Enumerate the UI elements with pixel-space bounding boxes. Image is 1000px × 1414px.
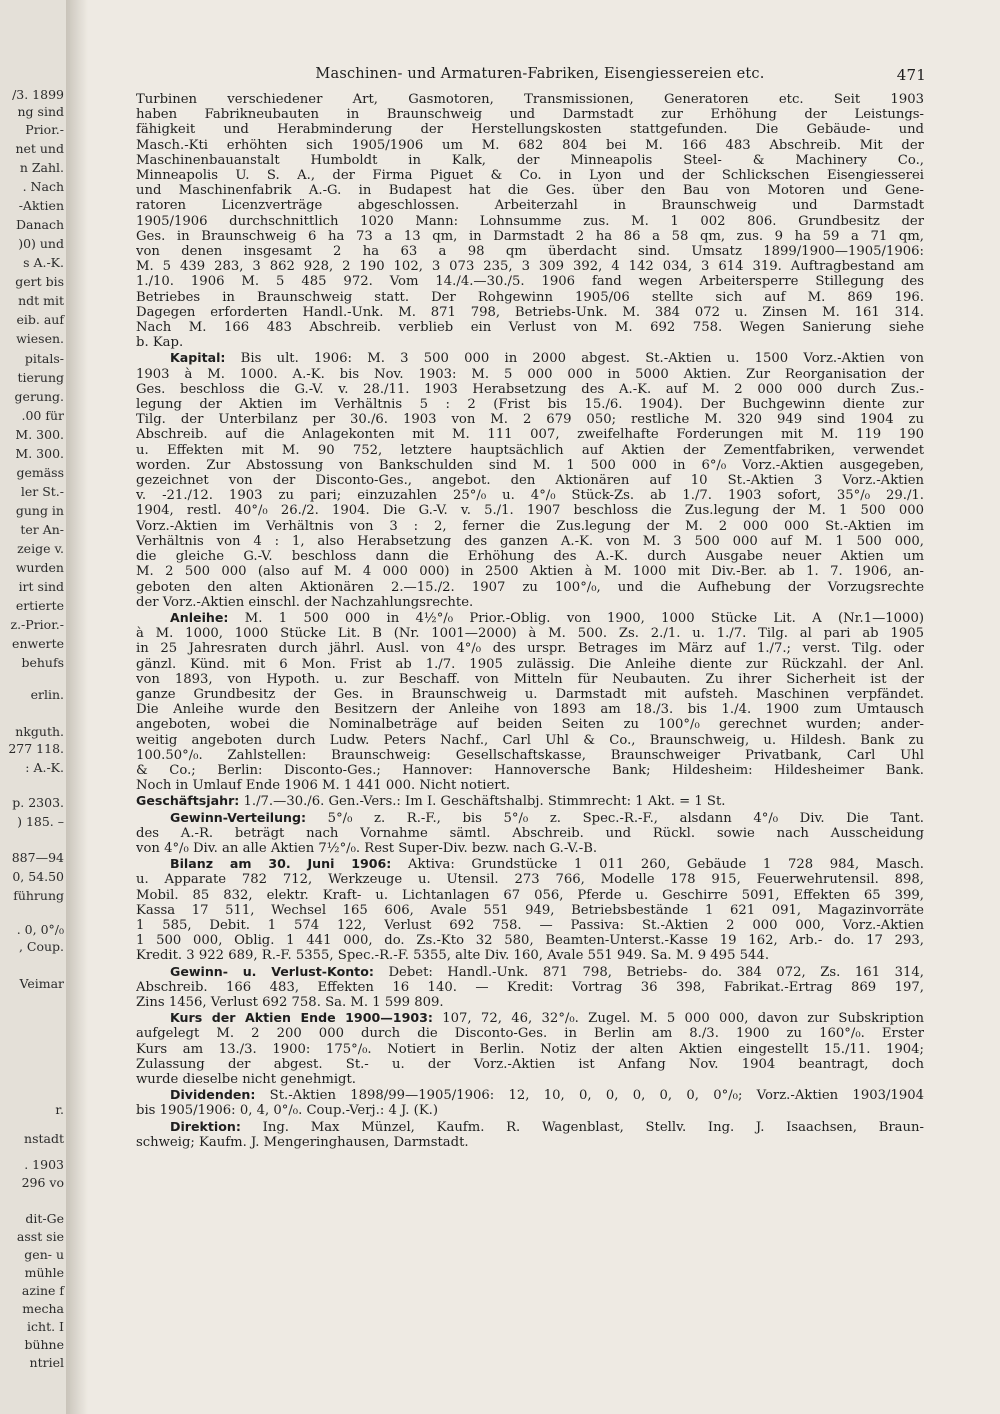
paragraph [136, 964, 924, 1011]
line-text: geboten den alten Aktionären 2.—15./2. 1907 zu 100°/₀, und die Aufhebung der Vorzugsrechte [136, 579, 924, 595]
company-entry-body [136, 92, 924, 1150]
line-text: Ges. beschloss die G.-V. v. 28./11. 1903 Herabsetzung des A.-K. auf M. 2 000 000 durch Zus.- [136, 381, 924, 397]
line-text: Masch.-Kti erhöhten sich 1905/1906 um M. 682 804 bei M. 166 483 Abschreib. Mit der [136, 137, 924, 153]
paragraph [136, 350, 924, 609]
text-line [136, 964, 924, 980]
gutter-text-fragment: .00 für [21, 408, 64, 423]
text-line [136, 778, 924, 793]
text-line [136, 382, 924, 397]
text-line [136, 1026, 924, 1041]
text-line [136, 687, 924, 702]
line-text: Zins 1456, Verlust 692 758. Sa. M. 1 599 809. [136, 994, 444, 1010]
text-line [136, 1072, 924, 1087]
gutter-text-fragment: tierung [17, 370, 64, 385]
section-heading: Kapital: [170, 350, 226, 366]
text-line [136, 305, 924, 320]
header-title: Maschinen- und Armaturen-Fabriken, Eisengiessereien etc. [315, 66, 765, 82]
page-number: 471 [896, 66, 926, 84]
section-heading: Kurs der Aktien Ende 1900—1903: [170, 1010, 433, 1026]
text-line [136, 335, 924, 350]
line-text: Ges. in Braunschweig 6 ha 73 a 13 qm, in Darmstadt 2 ha 86 a 58 qm, zus. 9 ha 59 a 71 qm, [136, 228, 924, 244]
text-line [136, 122, 924, 137]
section-heading: Bilanz am 30. Juni 1906: [170, 856, 392, 872]
text-line [136, 995, 924, 1010]
text-line [136, 948, 924, 963]
paragraph [136, 793, 924, 809]
gutter-text-fragment: s A.-K. [23, 255, 64, 270]
text-line [136, 1087, 924, 1103]
gutter-text-fragment: azine f [21, 1283, 64, 1298]
line-text: gezeichnet von der Disconto-Ges., angebot. den Aktionären auf 10 St.-Aktien 3 Vorz.-Aktien [136, 473, 924, 489]
line-text: und Maschinenfabrik A.-G. in Budapest hat die Ges. über den Bau von Motoren und Gene- [136, 183, 924, 199]
gutter-text-fragment: gert bis [15, 274, 64, 289]
gutter-text-fragment: gerung. [14, 389, 64, 404]
line-text: 1 585, Debit. 1 574 122, Verlust 692 758. — Passiva: St.-Aktien 2 000 000, Vorz.-Aktien [136, 917, 924, 933]
text-line [136, 1042, 924, 1057]
line-text: u. Effekten mit M. 90 752, letztere hauptsächlich auf Aktien der Zementfabriken, verwendet [136, 442, 924, 458]
gutter-text-fragment: enwerte [12, 636, 64, 651]
text-line [136, 763, 924, 778]
line-text: Kredit. 3 922 689, R.-F. 5355, Spec.-R.-F. 5355, alte Div. 160, Avale 551 949. Sa. M. 9 495 544. [136, 948, 770, 964]
line-text: Nach M. 166 483 Abschreib. verblieb ein Verlust von M. 692 758. Wegen Sanierung siehe [136, 320, 924, 336]
text-line [136, 503, 924, 518]
gutter-text-fragment: Veimar [19, 976, 64, 991]
gutter-text-fragment: gen- u [24, 1247, 64, 1262]
text-line [136, 793, 924, 809]
section-heading: Geschäftsjahr: [136, 793, 240, 809]
paragraph [136, 810, 924, 857]
gutter-text-fragment: dit-Ge [25, 1211, 64, 1226]
line-text: von 4°/₀ Div. an alle Aktien 7½°/₀. Rest Super-Div. bezw. nach G.-V.-B. [136, 840, 598, 856]
line-text: bis 1905/1906: 0, 4, 0°/₀. Coup.-Verj.: 4 J. (K.) [136, 1103, 439, 1119]
line-text: 1905/1906 durchschnittlich 1020 Mann: Lohnsumme zus. M. 1 002 806. Grundbesitz der [136, 213, 924, 229]
text-line [136, 918, 924, 933]
gutter-text-fragment: . 0, 0°/₀ [16, 922, 64, 937]
text-line [136, 748, 924, 763]
line-text: 107, 72, 46, 32°/₀. Zugel. M. 5 000 000, davon zur Subskription [432, 1011, 924, 1027]
text-line [136, 259, 924, 274]
paragraph [136, 856, 924, 963]
line-text: der Vorz.-Aktien einschl. der Nachzahlungsrechte. [136, 594, 474, 610]
gutter-text-fragment: nstadt [24, 1131, 64, 1146]
text-line [136, 702, 924, 717]
gutter-text-fragment: : A.-K. [25, 760, 64, 775]
line-text: v. -21./12. 1903 zu pari; einzuzahlen 25°/₀ u. 4°/₀ Stück-Zs. ab 1./7. 1903 sofort, 35°/₀ 29./1. [136, 488, 924, 504]
book-gutter-shadow [66, 0, 88, 1414]
text-line [136, 107, 924, 122]
section-heading: Anleihe: [170, 609, 229, 625]
gutter-text-fragment: pitals- [24, 351, 64, 366]
gutter-text-fragment: icht. I [27, 1319, 64, 1334]
gutter-text-fragment: zeige v. [17, 541, 64, 556]
paragraph [136, 92, 924, 350]
text-line [136, 1057, 924, 1072]
line-text: M. 5 439 283, 3 862 928, 2 190 102, 3 073 235, 3 309 392, 4 142 034, 3 614 319. Auftragbestand am [136, 259, 924, 275]
line-text: von 1893, von Hypoth. u. zur Beschaff. von Mitteln für Neubauten. Zu ihrer Sicherheit ist der [136, 671, 924, 687]
gutter-text-fragment: ertierte [15, 598, 64, 613]
text-line [136, 672, 924, 687]
line-text: angeboten, wobei die Nominalbeträge auf beiden Seiten zu 100°/₀ gerechnet wurden; ander- [136, 717, 924, 733]
line-text: Tilg. der Unterbilanz per 30./6. 1903 von M. 2 679 050; restliche M. 320 949 sind 1904 zu [136, 412, 924, 428]
gutter-text-fragment: /3. 1899 [12, 87, 64, 102]
text-line [136, 888, 924, 903]
paragraph [136, 1119, 924, 1150]
line-text: M. 2 500 000 (also auf M. 4 000 000) in 2500 Aktien à M. 1000 mit Div.-Ber. ab 1. 7. 1906, an- [136, 564, 924, 580]
text-line [136, 367, 924, 382]
text-line [136, 980, 924, 995]
text-line [136, 841, 924, 856]
text-line [136, 717, 924, 732]
text-line [136, 1135, 924, 1150]
gutter-text-fragment: ler St.- [20, 484, 64, 499]
gutter-text-fragment: erlin. [30, 687, 64, 702]
text-line [136, 810, 924, 826]
gutter-text-fragment: r. [55, 1102, 64, 1117]
line-text: Betriebes in Braunschweig statt. Der Rohgewinn 1905/06 stellte sich auf M. 869 196. [136, 289, 924, 305]
line-text: schweig; Kaufm. J. Mengeringhausen, Darmstadt. [136, 1134, 469, 1150]
text-line [136, 214, 924, 229]
text-line [136, 473, 924, 488]
text-line [136, 933, 924, 948]
line-text: & Co.; Berlin: Disconto-Ges.; Hannover: Hannoversche Bank; Hildesheim: Hildesheimer Bank. [136, 762, 924, 778]
line-text: Minneapolis U. S. A., der Firma Piguet & Co. in Lyon und der Schlickschen Eisengiesserei [136, 168, 924, 184]
gutter-text-fragment: . 1903 [24, 1157, 64, 1172]
gutter-text-fragment: 0, 54.50 [12, 869, 64, 884]
line-text: Abschreib. 166 483, Effekten 16 140. — Kredit: Vortrag 36 398, Fabrikat.-Ertrag 869 197, [136, 979, 924, 995]
gutter-text-fragment: , Coup. [18, 939, 64, 954]
gutter-text-fragment: p. 2303. [12, 795, 64, 810]
text-line [136, 198, 924, 213]
gutter-text-fragment: gung in [15, 503, 64, 518]
section-heading: Gewinn-Verteilung: [170, 809, 307, 825]
text-line [136, 168, 924, 183]
line-text: in 25 Jahresraten durch jährl. Ausl. von 4°/₀ des urspr. Betrages im März auf 1./7.; verst. Tilg. oder [136, 641, 924, 657]
running-header [136, 66, 924, 92]
line-text: Noch in Umlauf Ende 1906 M. 1 441 000. Nicht notiert. [136, 778, 511, 794]
gutter-text-fragment: bühne [24, 1337, 64, 1352]
text-line [136, 856, 924, 872]
line-text: Zulassung der abgest. St.- u. der Vorz.-Aktien ist Anfang Nov. 1904 beantragt, doch [136, 1056, 924, 1072]
page-471 [136, 66, 924, 1150]
gutter-text-fragment: ng sind [17, 104, 64, 119]
line-text: Aktiva: Grundstücke 1 011 260, Gebäude 1 728 984, Masch. [391, 857, 924, 873]
text-line [136, 412, 924, 427]
line-text: Kurs am 13./3. 1900: 175°/₀. Notiert in Berlin. Notiz der alten Aktien eingestellt 15./11. 1904; [136, 1041, 924, 1057]
text-line [136, 549, 924, 564]
text-line [136, 183, 924, 198]
line-text: 1./7.—30./6. Gen.-Vers.: Im I. Geschäftshalbj. Stimmrecht: 1 Akt. = 1 St. [239, 794, 726, 810]
line-text: Bis ult. 1906: M. 3 500 000 in 2000 abgest. St.-Aktien u. 1500 Vorz.-Aktien von [225, 351, 924, 367]
line-text: Abschreib. auf die Anlagekonten mit M. 111 007, zweifelhafte Forderungen mit M. 119 190 [136, 427, 924, 443]
previous-page-edge [0, 0, 70, 1414]
gutter-text-fragment: eib. auf [16, 312, 64, 327]
gutter-text-fragment: asst sie [16, 1229, 64, 1244]
line-text: 1 500 000, Oblig. 1 441 000, do. Zs.-Kto 32 580, Beamten-Unterst.-Kasse 19 162, Arb.- do. 17 293, [136, 933, 924, 949]
gutter-text-fragment: 887—94 [11, 850, 64, 865]
line-text: haben Fabrikneubauten in Braunschweig und Darmstadt zur Erhöhung der Leistungs- [136, 107, 924, 123]
text-line [136, 595, 924, 610]
line-text: aufgelegt M. 2 200 000 durch die Disconto-Ges. in Berlin am 8./3. 1900 zu 160°/₀. Erster [136, 1026, 924, 1042]
text-line [136, 657, 924, 672]
line-text: Verhältnis von 4 : 1, also Herabsetzung des ganzen A.-K. von M. 3 500 000 auf M. 1 500 000, [136, 533, 924, 549]
gutter-text-fragment: net und [15, 141, 64, 156]
line-text: legung der Aktien im Verhältnis 5 : 2 (Frist bis 15./6. 1904). Der Buchgewinn diente zur [136, 397, 924, 413]
section-heading: Gewinn- u. Verlust-Konto: [170, 963, 374, 979]
gutter-text-fragment: ntriel [29, 1355, 64, 1370]
line-text: St.-Aktien 1898/99—1905/1906: 12, 10, 0, 0, 0, 0, 0, 0°/₀; Vorz.-Aktien 1903/1904 [255, 1088, 924, 1104]
text-line [136, 350, 924, 366]
gutter-text-fragment: z.-Prior.- [10, 617, 64, 632]
text-line [136, 488, 924, 503]
line-text: Maschinenbauanstalt Humboldt in Kalk, der Minneapolis Steel- & Machinery Co., [136, 152, 924, 168]
text-line [136, 872, 924, 887]
gutter-text-fragment: Prior.- [25, 122, 64, 137]
text-line [136, 290, 924, 305]
text-line [136, 1103, 924, 1118]
text-line [136, 903, 924, 918]
line-text: Dagegen erforderten Handl.-Unk. M. 871 798, Betriebs-Unk. M. 384 072 u. Zinsen M. 161 314. [136, 304, 924, 320]
gutter-text-fragment: n Zahl. [19, 160, 64, 175]
text-line [136, 397, 924, 412]
text-line [136, 733, 924, 748]
line-text: von denen insgesamt 2 ha 63 a 98 qm überdacht sind. Umsatz 1899/1900—1905/1906: [136, 244, 924, 260]
line-text: Mobil. 85 832, elektr. Kraft- u. Lichtanlagen 67 056, Pferde u. Geschirre 5091, Effekten 65 399, [136, 887, 924, 903]
text-line [136, 153, 924, 168]
gutter-text-fragment: )0) und [18, 236, 64, 251]
gutter-text-fragment: M. 300. [15, 427, 64, 442]
gutter-text-fragment: wurden [15, 560, 64, 575]
text-line [136, 564, 924, 579]
line-text: à M. 1000, 1000 Stücke Lit. B (Nr. 1001—2000) à M. 500. Zs. 2./1. u. 1./7. Tilg. al pari ab 1905 [136, 626, 924, 642]
text-line [136, 580, 924, 595]
text-line [136, 458, 924, 473]
line-text: 1./10. 1906 M. 5 485 972. Vom 14./4.—30./5. 1906 fand wegen Arbeitersperre Stillegung des [136, 274, 924, 290]
gutter-text-fragment: M. 300. [15, 446, 64, 461]
line-text: Debet: Handl.-Unk. 871 798, Betriebs- do. 384 072, Zs. 161 314, [373, 964, 924, 980]
line-text: Kassa 17 511, Wechsel 165 606, Avale 551 949, Betriebsbestände 1 621 091, Magazinvorräte [136, 902, 924, 918]
text-line [136, 443, 924, 458]
line-text: ratoren Licenzverträge abgeschlossen. Arbeiterzahl in Braunschweig und Darmstadt [136, 198, 924, 214]
line-text: Vorz.-Aktien im Verhältnis von 3 : 2, ferner die Zus.legung der M. 2 000 000 St.-Aktien im [136, 518, 924, 534]
text-line [136, 1010, 924, 1026]
gutter-text-fragment: nkguth. [15, 724, 64, 739]
paragraph [136, 610, 924, 793]
line-text: 1904, restl. 40°/₀ 26./2. 1904. Die G.-V. v. 5./1. 1907 beschloss die Zus.legung der M. 1 500 000 [136, 503, 924, 519]
gutter-text-fragment: gemäss [16, 465, 64, 480]
line-text: wurde dieselbe nicht genehmigt. [136, 1072, 356, 1087]
gutter-text-fragment: ) 185. – [17, 814, 64, 829]
gutter-text-fragment: ter An- [20, 522, 64, 537]
line-text: ganze Grundbesitz der Ges. in Braunschweig u. Darmstadt mit aufsteh. Maschinen verpfändet. [136, 686, 924, 702]
text-line [136, 138, 924, 153]
text-line [136, 244, 924, 259]
line-text: u. Apparate 782 712, Werkzeuge u. Utensil. 273 766, Modelle 178 915, Feuerwehrutensil. 898, [136, 872, 924, 888]
gutter-text-fragment: führung [13, 888, 64, 903]
text-line [136, 610, 924, 626]
line-text: worden. Zur Abstossung von Bankschulden sind M. 1 500 000 in 6°/₀ Vorz.-Aktien ausgegeben, [136, 457, 924, 473]
gutter-text-fragment: 296 vo [21, 1175, 64, 1190]
gutter-text-fragment: behufs [21, 655, 64, 670]
text-line [136, 427, 924, 442]
gutter-text-fragment: irt sind [18, 579, 64, 594]
text-line [136, 626, 924, 641]
line-text: Ing. Max Münzel, Kaufm. R. Wagenblast, Stellv. Ing. J. Isaachsen, Braun- [240, 1119, 924, 1135]
line-text: M. 1 500 000 in 4½°/₀ Prior.-Oblig. von 1900, 1000 Stücke Lit. A (Nr.1—1000) [228, 610, 924, 626]
gutter-text-fragment: Danach [15, 217, 64, 232]
gutter-text-fragment: ndt mit [18, 293, 64, 308]
text-line [136, 92, 924, 107]
line-text: fähigkeit und Herabminderung der Herstellungskosten stattgefunden. Die Gebäude- und [136, 122, 924, 138]
line-text: 100.50°/₀. Zahlstellen: Braunschweig: Gesellschaftskasse, Braunschweiger Privatbank, Carl Uhl [136, 747, 924, 763]
gutter-text-fragment: . Nach [22, 179, 64, 194]
text-line [136, 641, 924, 656]
text-line [136, 1119, 924, 1135]
text-line [136, 229, 924, 244]
line-text: b. Kap. [136, 335, 184, 351]
section-heading: Direktion: [170, 1118, 241, 1134]
line-text: die gleiche G.-V. beschloss dann die Erhöhung des A.-K. durch Ausgabe neuer Aktien um [136, 549, 924, 565]
gutter-text-fragment: 277 118. [8, 741, 64, 756]
gutter-text-fragment: mühle [24, 1265, 64, 1280]
line-text: des A.-R. beträgt nach Vornahme sämtl. Abschreib. und Rückl. sowie nach Ausscheidung [136, 825, 924, 841]
text-line [136, 519, 924, 534]
section-heading: Dividenden: [170, 1087, 256, 1103]
paragraph [136, 1087, 924, 1118]
line-text: Turbinen verschiedener Art, Gasmotoren, Transmissionen, Generatoren etc. Seit 1903 [136, 92, 924, 107]
gutter-text-fragment: wiesen. [16, 331, 64, 346]
text-line [136, 826, 924, 841]
line-text: weitig angeboten durch Ludw. Peters Nachf., Carl Uhl & Co., Braunschweig, u. Hildesh. Bank zu [136, 732, 924, 748]
gutter-text-fragment: -Aktien [18, 198, 64, 213]
paragraph [136, 1010, 924, 1087]
text-line [136, 320, 924, 335]
text-line [136, 274, 924, 289]
text-line [136, 534, 924, 549]
line-text: 1903 à M. 1000. A.-K. bis Nov. 1903: M. 5 000 000 in 5000 Aktien. Zur Reorganisation der [136, 366, 924, 382]
line-text: 5°/₀ z. R.-F., bis 5°/₀ z. Spec.-R.-F., alsdann 4°/₀ Div. Die Tant. [306, 810, 924, 826]
line-text: Die Anleihe wurde den Besitzern der Anleihe von 1893 am 18./3. bis 1./4. 1900 zum Umtausch [136, 702, 924, 718]
line-text: gänzl. Künd. mit 6 Mon. Frist ab 1./7. 1905 zulässig. Die Anleihe diente zur Rückzahl. der Anl. [136, 656, 924, 672]
gutter-text-fragment: mecha [22, 1301, 64, 1316]
